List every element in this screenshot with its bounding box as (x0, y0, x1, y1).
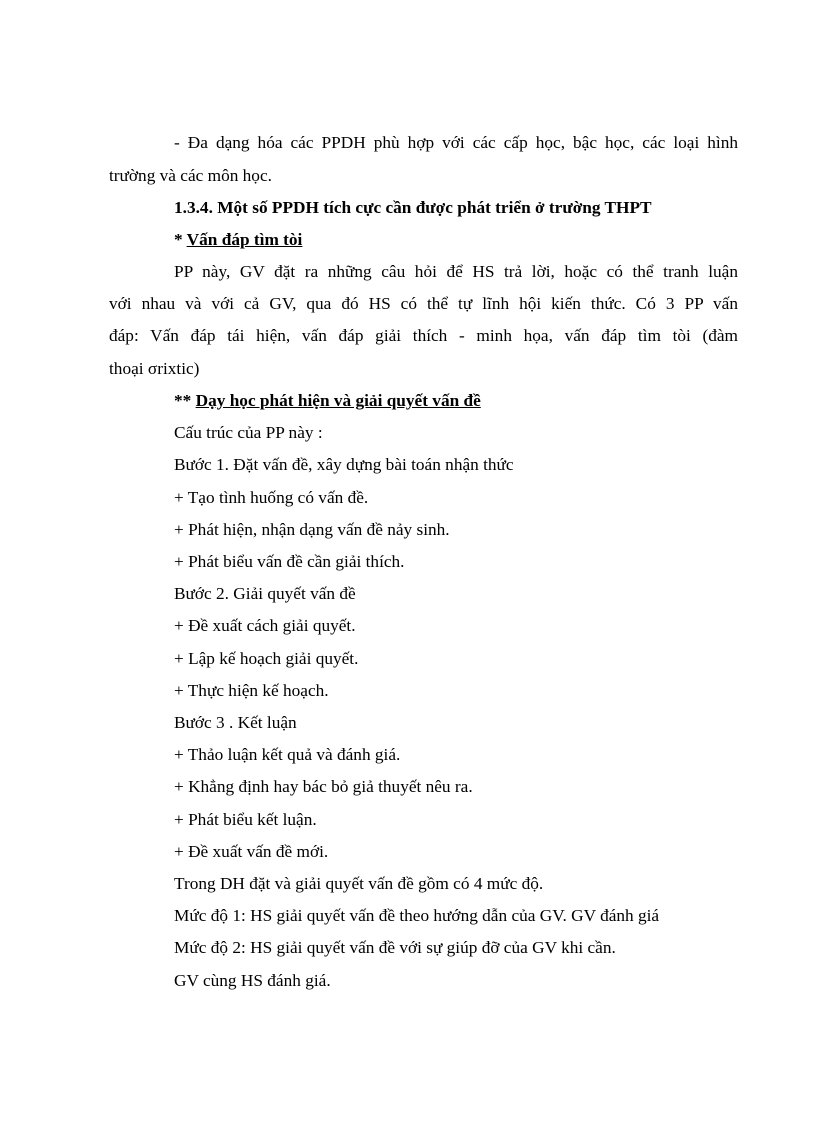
subheading-dạy-học-phát-hiện (174, 390, 481, 412)
content-line: + Phát biểu kết luận. (174, 810, 317, 829)
content-line: + Đề xuất vấn đề mới. (174, 842, 329, 861)
subheading-prefix: * (174, 230, 187, 249)
subheading-title: Vấn đáp tìm tòi (186, 230, 303, 249)
subheading-prefix: ** (174, 391, 196, 410)
content-line: + Lập kế hoạch giải quyết. (174, 649, 359, 668)
content-line: Mức độ 1: HS giải quyết vấn đề theo hướng dẫn của GV. GV đánh giá (174, 906, 660, 925)
subheading-title: Dạy học phát hiện và giải quyết vấn đề (195, 391, 481, 410)
paragraph-line: - Đa dạng hóa các PPDH phù hợp với các cấp học, bậc học, các loại hình (174, 133, 738, 152)
content-line: Bước 3 . Kết luận (174, 713, 297, 732)
content-line: + Phát hiện, nhận dạng vấn đề nảy sinh. (174, 520, 450, 539)
content-line: GV cùng HS đánh giá. (174, 971, 331, 990)
content-line: Mức độ 2: HS giải quyết vấn đề với sự giúp đỡ của GV khi cần. (174, 938, 616, 957)
content-line: Bước 2. Giải quyết vấn đề (174, 584, 356, 603)
content-line: + Tạo tình huống có vấn đề. (174, 488, 369, 507)
content-line: + Thực hiện kế hoạch. (174, 681, 329, 700)
paragraph-line: trường và các môn học. (109, 166, 272, 185)
paragraph-line: thoại σrixtic) (109, 359, 200, 378)
content-line: + Thảo luận kết quả và đánh giá. (174, 745, 401, 764)
content-line: + Phát biểu vấn đề cần giải thích. (174, 552, 405, 571)
content-line: + Đề xuất cách giải quyết. (174, 616, 356, 635)
content-line: Bước 1. Đặt vấn đề, xây dựng bài toán nhận thức (174, 455, 514, 474)
content-line: Cấu trúc của PP này : (174, 423, 323, 442)
content-line: + Khẳng định hay bác bỏ giả thuyết nêu ra. (174, 777, 473, 796)
paragraph-line: đáp: Vấn đáp tái hiện, vấn đáp giải thích - minh họa, vấn đáp tìm tòi (đàm (109, 326, 738, 345)
content-line: Trong DH đặt và giải quyết vấn đề gồm có 4 mức độ. (174, 874, 544, 893)
subheading-vấn-đáp-tìm-tòi (174, 229, 302, 251)
paragraph-line: PP này, GV đặt ra những câu hỏi để HS trả lời, hoặc có thể tranh luận (174, 262, 738, 281)
paragraph-line: với nhau và với cả GV, qua đó HS có thể tự lĩnh hội kiến thức. Có 3 PP vấn (109, 294, 738, 313)
section-heading: 1.3.4. Một số PPDH tích cực cần được phát triển ở trường THPT (174, 198, 652, 217)
